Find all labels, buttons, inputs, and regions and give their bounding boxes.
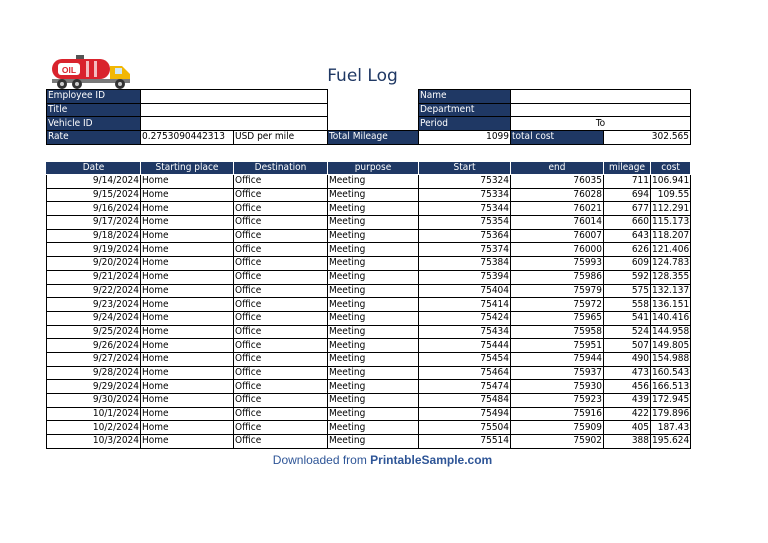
- purpose-cell[interactable]: Meeting: [328, 270, 419, 284]
- column-header[interactable]: Date: [47, 162, 141, 175]
- column-header[interactable]: cost: [651, 162, 691, 175]
- start-odometer-cell[interactable]: 75414: [419, 298, 511, 312]
- rate-unit: USD per mile: [234, 131, 328, 145]
- date-cell[interactable]: 9/26/2024: [47, 339, 141, 353]
- vehicle-id-label: Vehicle ID: [47, 117, 141, 131]
- date-cell[interactable]: 9/20/2024: [47, 257, 141, 271]
- table-row: [47, 339, 691, 353]
- purpose-cell[interactable]: Meeting: [328, 202, 419, 216]
- purpose-cell[interactable]: Meeting: [328, 352, 419, 366]
- end-odometer-cell[interactable]: 76028: [511, 188, 604, 202]
- date-cell[interactable]: 9/28/2024: [47, 366, 141, 380]
- date-cell[interactable]: 9/23/2024: [47, 298, 141, 312]
- destination-cell[interactable]: Office: [234, 352, 328, 366]
- column-header[interactable]: end: [511, 162, 604, 175]
- starting-place-cell[interactable]: Home: [141, 298, 234, 312]
- cost-cell[interactable]: 109.55: [651, 188, 691, 202]
- cost-cell[interactable]: 132.137: [652, 284, 690, 296]
- end-odometer-cell[interactable]: 75902: [511, 435, 604, 449]
- destination-cell[interactable]: Office: [234, 284, 328, 298]
- date-cell[interactable]: 10/1/2024: [47, 407, 141, 421]
- purpose-cell[interactable]: Meeting: [328, 229, 419, 243]
- table-header-row: [47, 162, 691, 175]
- column-header[interactable]: purpose: [328, 162, 419, 175]
- employee-id-label: Employee ID: [47, 90, 141, 104]
- column-header[interactable]: Destination: [234, 162, 328, 175]
- end-odometer-cell[interactable]: 75958: [511, 325, 604, 339]
- starting-place-cell[interactable]: Home: [141, 270, 234, 284]
- page-title: Fuel Log: [327, 66, 398, 86]
- mileage-cell[interactable]: 524: [604, 325, 651, 339]
- cost-cell[interactable]: 128.355: [652, 271, 690, 283]
- destination-cell[interactable]: Office: [234, 421, 328, 435]
- destination-cell[interactable]: Office: [234, 366, 328, 380]
- date-cell[interactable]: 9/22/2024: [47, 284, 141, 298]
- end-odometer-cell[interactable]: 75972: [511, 298, 604, 312]
- cost-cell[interactable]: 166.513: [652, 380, 690, 392]
- end-odometer-cell[interactable]: 75923: [511, 394, 604, 408]
- start-odometer-cell[interactable]: 75424: [419, 311, 511, 325]
- purpose-cell[interactable]: Meeting: [328, 216, 419, 230]
- mileage-cell[interactable]: 558: [604, 298, 651, 312]
- end-odometer-cell[interactable]: 76007: [511, 229, 604, 243]
- purpose-cell[interactable]: Meeting: [328, 366, 419, 380]
- start-odometer-cell[interactable]: 75474: [419, 380, 511, 394]
- oil-truck-logo: [50, 54, 136, 90]
- destination-cell[interactable]: Office: [234, 216, 328, 230]
- department-field[interactable]: [511, 103, 691, 117]
- cost-cell[interactable]: 112.291: [652, 202, 690, 214]
- destination-cell[interactable]: Office: [234, 325, 328, 339]
- purpose-cell[interactable]: Meeting: [328, 257, 419, 271]
- date-cell[interactable]: 9/17/2024: [47, 216, 141, 230]
- mileage-cell[interactable]: 490: [604, 352, 651, 366]
- starting-place-cell[interactable]: Home: [141, 311, 234, 325]
- mileage-cell[interactable]: 422: [604, 407, 651, 421]
- column-header[interactable]: mileage: [604, 162, 651, 175]
- purpose-cell[interactable]: Meeting: [328, 421, 419, 435]
- starting-place-cell[interactable]: Home: [141, 257, 234, 271]
- table-row: [47, 325, 691, 339]
- table-row: [47, 380, 691, 394]
- table-row: [47, 352, 691, 366]
- table-row: [47, 216, 691, 230]
- start-odometer-cell[interactable]: 75514: [419, 435, 511, 449]
- cost-cell[interactable]: 149.805: [652, 339, 690, 351]
- purpose-cell[interactable]: Meeting: [328, 188, 419, 202]
- info-table: [46, 89, 691, 145]
- date-cell[interactable]: 9/15/2024: [47, 188, 141, 202]
- table-row: [47, 284, 691, 298]
- end-odometer-cell[interactable]: 75951: [511, 339, 604, 353]
- start-odometer-cell[interactable]: 75344: [419, 202, 511, 216]
- purpose-cell[interactable]: Meeting: [328, 284, 419, 298]
- start-odometer-cell[interactable]: 75384: [419, 257, 511, 271]
- destination-cell[interactable]: Office: [234, 311, 328, 325]
- end-odometer-cell[interactable]: 75916: [511, 407, 604, 421]
- name-label: Name: [419, 90, 511, 104]
- mileage-cell[interactable]: 643: [604, 229, 651, 243]
- end-odometer-cell[interactable]: 75944: [511, 352, 604, 366]
- destination-cell[interactable]: Office: [234, 257, 328, 271]
- cost-cell[interactable]: 187.43: [651, 421, 691, 435]
- starting-place-cell[interactable]: Home: [141, 407, 234, 421]
- end-odometer-cell[interactable]: 76000: [511, 243, 604, 257]
- destination-cell[interactable]: Office: [234, 175, 328, 189]
- destination-cell[interactable]: Office: [234, 407, 328, 421]
- mileage-cell[interactable]: 626: [604, 243, 651, 257]
- purpose-cell[interactable]: Meeting: [328, 175, 419, 189]
- end-odometer-cell[interactable]: 76014: [511, 216, 604, 230]
- date-cell[interactable]: 9/21/2024: [47, 270, 141, 284]
- purpose-cell[interactable]: Meeting: [328, 339, 419, 353]
- table-row: [47, 311, 691, 325]
- table-row: [47, 175, 691, 189]
- end-odometer-cell[interactable]: 75930: [511, 380, 604, 394]
- starting-place-cell[interactable]: Home: [141, 216, 234, 230]
- date-cell[interactable]: 9/18/2024: [47, 229, 141, 243]
- fuel-log-table: [46, 161, 691, 449]
- mileage-cell[interactable]: 609: [604, 257, 651, 271]
- mileage-cell[interactable]: 541: [604, 311, 651, 325]
- starting-place-cell[interactable]: Home: [141, 352, 234, 366]
- table-row: [47, 394, 691, 408]
- cost-cell[interactable]: 144.958: [652, 325, 690, 337]
- table-row: [47, 270, 691, 284]
- mileage-cell[interactable]: 677: [604, 202, 651, 216]
- end-odometer-cell[interactable]: 75937: [511, 366, 604, 380]
- starting-place-cell[interactable]: Home: [141, 435, 234, 449]
- destination-cell[interactable]: Office: [234, 202, 328, 216]
- cost-cell[interactable]: 154.988: [652, 353, 690, 365]
- start-odometer-cell[interactable]: 75464: [419, 366, 511, 380]
- table-row: [47, 229, 691, 243]
- cost-cell[interactable]: 179.896: [652, 408, 690, 420]
- end-odometer-cell[interactable]: 75993: [511, 257, 604, 271]
- footer-prefix: Downloaded from: [272, 453, 371, 467]
- cost-cell[interactable]: 195.624: [652, 435, 690, 447]
- end-odometer-cell[interactable]: 76035: [511, 175, 604, 189]
- starting-place-cell[interactable]: Home: [141, 421, 234, 435]
- table-row: [47, 407, 691, 421]
- name-field[interactable]: [511, 90, 691, 104]
- starting-place-cell[interactable]: Home: [141, 339, 234, 353]
- destination-cell[interactable]: Office: [234, 380, 328, 394]
- column-header[interactable]: Start: [419, 162, 511, 175]
- mileage-cell[interactable]: 405: [604, 421, 651, 435]
- cost-cell[interactable]: 106.941: [652, 175, 690, 187]
- table-row: [47, 298, 691, 312]
- mileage-cell[interactable]: 456: [604, 380, 651, 394]
- date-cell[interactable]: 9/14/2024: [47, 175, 141, 189]
- cost-cell[interactable]: 160.543: [652, 366, 690, 378]
- table-row: [47, 188, 691, 202]
- start-odometer-cell[interactable]: 75394: [419, 270, 511, 284]
- starting-place-cell[interactable]: Home: [141, 284, 234, 298]
- mileage-cell[interactable]: 694: [604, 188, 651, 202]
- cost-cell[interactable]: 124.783: [652, 257, 690, 269]
- cost-cell[interactable]: 136.151: [652, 298, 690, 310]
- total-mileage-label: Total Mileage: [328, 131, 419, 145]
- start-odometer-cell[interactable]: 75374: [419, 243, 511, 257]
- fuel-log-body: [47, 175, 691, 449]
- mileage-cell[interactable]: 439: [604, 394, 651, 408]
- total-mileage-value: 1099: [419, 131, 511, 145]
- date-cell[interactable]: 9/25/2024: [47, 325, 141, 339]
- table-row: [47, 243, 691, 257]
- start-odometer-cell[interactable]: 75364: [419, 229, 511, 243]
- title-field[interactable]: [141, 103, 328, 117]
- cost-cell[interactable]: 172.945: [652, 394, 690, 406]
- destination-cell[interactable]: Office: [234, 435, 328, 449]
- start-odometer-cell[interactable]: 75444: [419, 339, 511, 353]
- table-row: [47, 435, 691, 449]
- footer-credit: [0, 453, 765, 467]
- starting-place-cell[interactable]: Home: [141, 394, 234, 408]
- purpose-cell[interactable]: Meeting: [328, 298, 419, 312]
- footer-site-link[interactable]: PrintableSample.com: [370, 453, 493, 467]
- mileage-cell[interactable]: 388: [604, 435, 651, 449]
- mileage-cell[interactable]: 473: [604, 366, 651, 380]
- rate-value[interactable]: 0.2753090442313: [141, 131, 234, 145]
- start-odometer-cell[interactable]: 75504: [419, 421, 511, 435]
- date-cell[interactable]: 9/16/2024: [47, 202, 141, 216]
- purpose-cell[interactable]: Meeting: [328, 394, 419, 408]
- starting-place-cell[interactable]: Home: [141, 325, 234, 339]
- start-odometer-cell[interactable]: 75494: [419, 407, 511, 421]
- cost-cell[interactable]: 118.207: [652, 230, 690, 242]
- purpose-cell[interactable]: Meeting: [328, 435, 419, 449]
- end-odometer-cell[interactable]: 75979: [511, 284, 604, 298]
- starting-place-cell[interactable]: Home: [141, 366, 234, 380]
- period-field[interactable]: [511, 117, 691, 131]
- period-label: Period: [419, 117, 511, 131]
- mileage-cell[interactable]: 592: [604, 270, 651, 284]
- end-odometer-cell[interactable]: 75909: [511, 421, 604, 435]
- starting-place-cell[interactable]: Home: [141, 243, 234, 257]
- total-cost-value: 302.565: [604, 131, 691, 145]
- logo-text: OIL: [61, 65, 77, 75]
- total-cost-label: total cost: [511, 131, 604, 145]
- starting-place-cell[interactable]: Home: [141, 380, 234, 394]
- start-odometer-cell[interactable]: 75454: [419, 352, 511, 366]
- table-row: [47, 421, 691, 435]
- destination-cell[interactable]: Office: [234, 270, 328, 284]
- start-odometer-cell[interactable]: 75324: [419, 175, 511, 189]
- date-cell[interactable]: 10/3/2024: [47, 435, 141, 449]
- cost-cell[interactable]: 115.173: [652, 216, 690, 228]
- start-odometer-cell[interactable]: 75434: [419, 325, 511, 339]
- end-odometer-cell[interactable]: 76021: [511, 202, 604, 216]
- cost-cell[interactable]: 140.416: [652, 312, 690, 324]
- date-cell[interactable]: 9/27/2024: [47, 352, 141, 366]
- vehicle-id-field[interactable]: [141, 117, 328, 131]
- purpose-cell[interactable]: Meeting: [328, 380, 419, 394]
- period-to-label: To: [595, 117, 606, 129]
- date-cell[interactable]: 9/29/2024: [47, 380, 141, 394]
- start-odometer-cell[interactable]: 75334: [419, 188, 511, 202]
- destination-cell[interactable]: Office: [234, 394, 328, 408]
- purpose-cell[interactable]: Meeting: [328, 311, 419, 325]
- destination-cell[interactable]: Office: [234, 243, 328, 257]
- destination-cell[interactable]: Office: [234, 229, 328, 243]
- department-label: Department: [419, 103, 511, 117]
- purpose-cell[interactable]: Meeting: [328, 407, 419, 421]
- column-header[interactable]: Starting place: [141, 162, 234, 175]
- start-odometer-cell[interactable]: 75484: [419, 394, 511, 408]
- starting-place-cell[interactable]: Home: [141, 188, 234, 202]
- date-cell[interactable]: 9/24/2024: [47, 311, 141, 325]
- rate-label: Rate: [47, 131, 141, 145]
- destination-cell[interactable]: Office: [234, 188, 328, 202]
- date-cell[interactable]: 10/2/2024: [47, 421, 141, 435]
- start-odometer-cell[interactable]: 75354: [419, 216, 511, 230]
- starting-place-cell[interactable]: Home: [141, 175, 234, 189]
- date-cell[interactable]: 9/19/2024: [47, 243, 141, 257]
- mileage-cell[interactable]: 575: [604, 284, 651, 298]
- date-cell[interactable]: 9/30/2024: [47, 394, 141, 408]
- purpose-cell[interactable]: Meeting: [328, 243, 419, 257]
- purpose-cell[interactable]: Meeting: [328, 325, 419, 339]
- destination-cell[interactable]: Office: [234, 339, 328, 353]
- destination-cell[interactable]: Office: [234, 298, 328, 312]
- table-row: [47, 257, 691, 271]
- starting-place-cell[interactable]: Home: [141, 202, 234, 216]
- title-label: Title: [47, 103, 141, 117]
- mileage-cell[interactable]: 711: [604, 175, 651, 189]
- start-odometer-cell[interactable]: 75404: [419, 284, 511, 298]
- employee-id-field[interactable]: [141, 90, 328, 104]
- cost-cell[interactable]: 121.406: [652, 243, 690, 255]
- starting-place-cell[interactable]: Home: [141, 229, 234, 243]
- end-odometer-cell[interactable]: 75965: [511, 311, 604, 325]
- table-row: [47, 202, 691, 216]
- table-row: [47, 366, 691, 380]
- end-odometer-cell[interactable]: 75986: [511, 270, 604, 284]
- mileage-cell[interactable]: 660: [604, 216, 651, 230]
- mileage-cell[interactable]: 507: [604, 339, 651, 353]
